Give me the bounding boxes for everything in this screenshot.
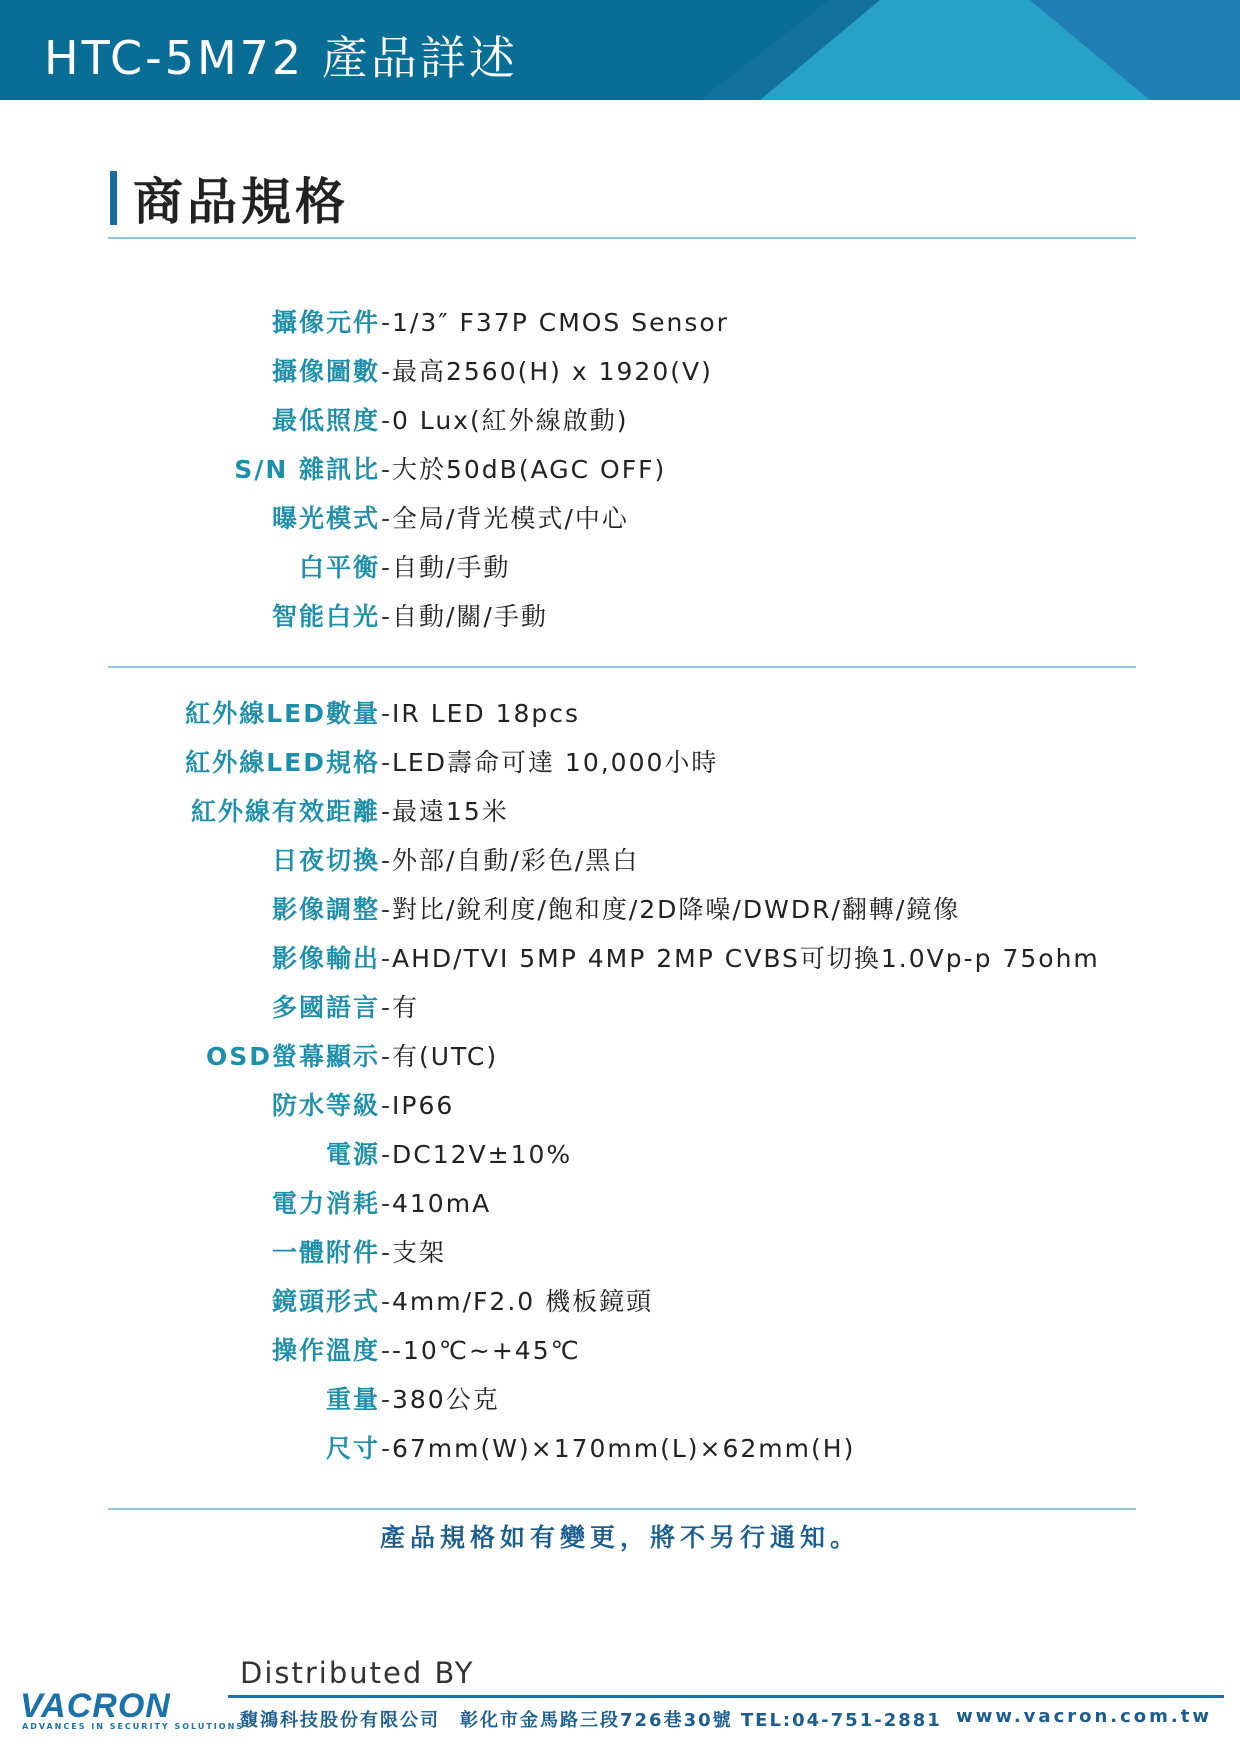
spec-group-basic — [0, 303, 1240, 646]
spec-separator: - — [381, 357, 391, 386]
spec-value: 380公克 — [392, 1385, 500, 1414]
spec-separator: - — [381, 1434, 391, 1463]
spec-value: 最高2560(H) x 1920(V) — [392, 357, 713, 386]
spec-row — [0, 988, 1240, 1037]
spec-value: 大於50dB(AGC OFF) — [392, 455, 667, 484]
spec-separator: - — [381, 748, 391, 777]
spec-separator: - — [381, 455, 391, 484]
spec-value: 1/3″ F37P CMOS Sensor — [392, 308, 729, 337]
spec-value: 410mA — [392, 1189, 492, 1218]
spec-label: 攝像元件 — [271, 308, 380, 337]
spec-label: 鏡頭形式 — [271, 1287, 380, 1316]
spec-label: 防水等級 — [271, 1091, 380, 1120]
spec-row — [0, 1184, 1240, 1233]
spec-label: 攝像圖數 — [271, 357, 380, 386]
spec-separator: - — [381, 1336, 391, 1365]
spec-row — [0, 743, 1240, 792]
spec-separator: - — [381, 846, 391, 875]
spec-row — [0, 1086, 1240, 1135]
spec-row — [0, 548, 1240, 597]
spec-separator: - — [381, 699, 391, 728]
spec-value: 自動/手動 — [392, 553, 511, 582]
spec-label: 影像調整 — [271, 895, 380, 924]
spec-label: 多國語言 — [271, 993, 380, 1022]
spec-label: 紅外線LED數量 — [185, 699, 380, 728]
spec-separator: - — [381, 504, 391, 533]
spec-label: 尺寸 — [325, 1434, 380, 1463]
spec-separator: - — [381, 308, 391, 337]
spec-value: IP66 — [392, 1091, 455, 1120]
spec-label: 重量 — [325, 1385, 380, 1414]
vacron-logo — [20, 1689, 210, 1721]
footer-divider — [228, 1695, 1224, 1698]
spec-value: -10℃~+45℃ — [392, 1336, 581, 1365]
spec-separator: - — [381, 406, 391, 435]
section-heading — [110, 170, 349, 231]
divider-bottom — [108, 1508, 1136, 1510]
spec-label: 日夜切換 — [271, 846, 380, 875]
spec-row — [0, 597, 1240, 646]
spec-row — [0, 1380, 1240, 1429]
spec-separator: - — [381, 602, 391, 631]
spec-label: 電力消耗 — [271, 1189, 380, 1218]
logo-tagline: ADVANCES IN SECURITY SOLUTIONS — [22, 1722, 245, 1731]
spec-row — [0, 1282, 1240, 1331]
spec-separator: - — [381, 797, 391, 826]
spec-label: 紅外線有效距離 — [190, 797, 380, 826]
spec-label: 智能白光 — [271, 602, 380, 631]
spec-row — [0, 939, 1240, 988]
spec-row — [0, 1233, 1240, 1282]
spec-row — [0, 352, 1240, 401]
spec-label: 操作溫度 — [271, 1336, 380, 1365]
spec-row — [0, 1037, 1240, 1086]
spec-row — [0, 890, 1240, 939]
spec-value: LED壽命可達 10,000小時 — [392, 748, 719, 777]
spec-separator: - — [381, 993, 391, 1022]
spec-row — [0, 694, 1240, 743]
divider-top — [108, 237, 1136, 239]
spec-value: 全局/背光模式/中心 — [392, 504, 629, 533]
spec-value: 4mm/F2.0 機板鏡頭 — [392, 1287, 654, 1316]
spec-value: IR LED 18pcs — [392, 699, 581, 728]
spec-row — [0, 303, 1240, 352]
spec-row — [0, 450, 1240, 499]
spec-label: 最低照度 — [271, 406, 380, 435]
spec-value: 有(UTC) — [392, 1042, 499, 1071]
spec-separator: - — [381, 1189, 391, 1218]
logo-wordmark: VACRON — [20, 1689, 171, 1721]
section-accent-bar — [110, 171, 117, 225]
spec-label: 紅外線LED規格 — [185, 748, 380, 777]
spec-label: OSD螢幕顯示 — [205, 1042, 380, 1071]
company-info: 馥鴻科技股份有限公司 彰化市金馬路三段726巷30號 TEL:04-751-2881 — [240, 1710, 942, 1731]
spec-value: 67mm(W)×170mm(L)×62mm(H) — [392, 1434, 856, 1463]
spec-group-extended — [0, 694, 1240, 1478]
spec-value: 自動/關/手動 — [392, 602, 548, 631]
spec-value: 有 — [392, 993, 420, 1022]
spec-row — [0, 401, 1240, 450]
spec-separator: - — [381, 944, 391, 973]
spec-row — [0, 841, 1240, 890]
spec-separator: - — [381, 1140, 391, 1169]
section-title: 商品規格 — [133, 173, 349, 231]
spec-separator: - — [381, 1238, 391, 1267]
spec-value: 0 Lux(紅外線啟動) — [392, 406, 629, 435]
spec-label: 白平衡 — [298, 553, 380, 582]
divider-middle — [108, 666, 1136, 668]
spec-separator: - — [381, 1287, 391, 1316]
spec-value: DC12V±10% — [392, 1140, 573, 1169]
website-link[interactable]: www.vacron.com.tw — [956, 1706, 1212, 1727]
spec-row — [0, 1135, 1240, 1184]
spec-label: 一體附件 — [271, 1238, 380, 1267]
spec-label: S/N 雜訊比 — [234, 455, 380, 484]
spec-row — [0, 792, 1240, 841]
spec-value: 支架 — [392, 1238, 447, 1267]
spec-separator: - — [381, 1385, 391, 1414]
spec-label: 影像輸出 — [271, 944, 380, 973]
change-notice: 產品規格如有變更，將不另行通知。 — [379, 1523, 860, 1552]
spec-value: AHD/TVI 5MP 4MP 2MP CVBS可切換1.0Vp-p 75ohm — [392, 944, 1100, 973]
spec-separator: - — [381, 1091, 391, 1120]
spec-separator: - — [381, 553, 391, 582]
spec-separator: - — [381, 895, 391, 924]
spec-row — [0, 1331, 1240, 1380]
distributed-by: Distributed BY — [240, 1656, 475, 1690]
spec-label: 電源 — [325, 1140, 380, 1169]
spec-value: 外部/自動/彩色/黑白 — [392, 846, 640, 875]
spec-value: 對比/銳利度/飽和度/2D降噪/DWDR/翻轉/鏡像 — [392, 895, 961, 924]
spec-row — [0, 499, 1240, 548]
spec-value: 最遠15米 — [392, 797, 509, 826]
spec-row — [0, 1429, 1240, 1478]
page-title: HTC-5M72 產品詳述 — [44, 31, 518, 85]
header-banner — [0, 0, 1240, 100]
spec-separator: - — [381, 1042, 391, 1071]
spec-label: 曝光模式 — [271, 504, 380, 533]
